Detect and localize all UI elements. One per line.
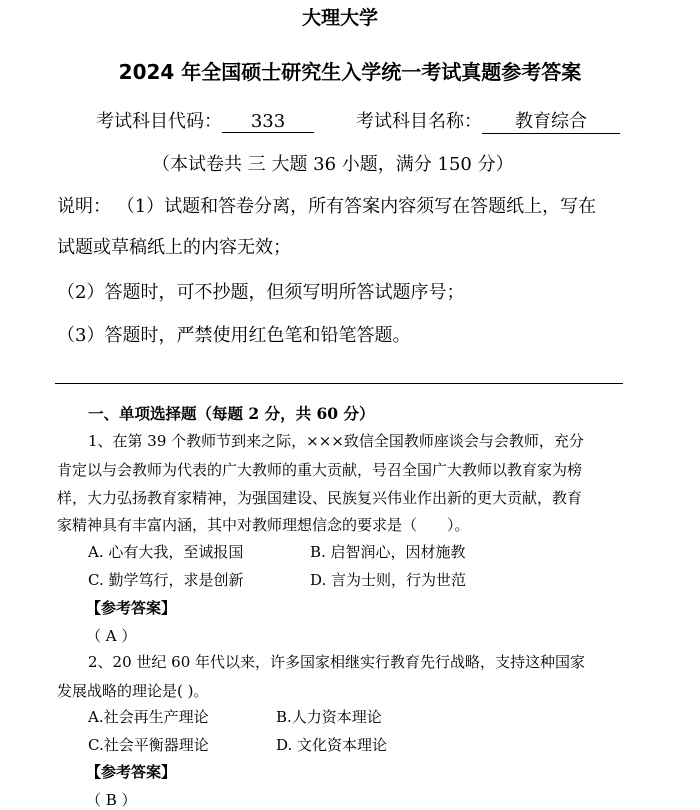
subject-code-row: 考试科目代码： 333 [96, 107, 314, 133]
section-title: 一、单项选择题（每题 2 分，共 60 分） [88, 404, 375, 423]
question-2-option-d: D. 文化资本理论 [276, 736, 388, 754]
instruction-line-1: 说明： （1）试题和答卷分离，所有答案内容须写在答题纸上，写在 [57, 196, 597, 217]
divider [55, 383, 623, 384]
question-2-option-a: A.社会再生产理论 [88, 708, 209, 726]
question-2-answer-label: 【参考答案】 [86, 763, 177, 781]
subject-name-row: 考试科目名称： 教育综合 [356, 107, 620, 134]
subject-name-label: 考试科目名称 [356, 111, 464, 132]
instruction-line-2: 试题或草稿纸上的内容无效； [57, 237, 291, 258]
subject-code-label: 考试科目代码 [96, 111, 204, 132]
instruction-line-4: （3）答题时，严禁使用红色笔和铅笔答题。 [57, 325, 411, 346]
question-2-line-2: 发展战略的理论是( )。 [57, 682, 209, 700]
subject-name-value: 教育综合 [482, 107, 620, 134]
instruction-line-3: （2）答题时，可不抄题，但须写明所答试题序号； [57, 282, 465, 303]
question-1-option-b: B. 启智润心，因材施教 [310, 543, 466, 561]
question-1-option-c: C. 勤学笃行，求是创新 [88, 571, 244, 589]
question-2-line-1: 2、20 世纪 60 年代以来，许多国家相继实行教育先行战略，支持这种国家 [88, 653, 586, 671]
question-1-line-3: 样，大力弘扬教育家精神，为强国建设、民族复兴伟业作出新的更大贡献，教育 [57, 489, 583, 507]
question-1-answer: （ A ） [86, 627, 137, 645]
university-name: 大理大学 [301, 7, 378, 29]
subject-code-value: 333 [222, 111, 314, 133]
question-1-line-4: 家精神具有丰富内涵，其中对教师理想信念的要求是（ ）。 [57, 516, 470, 534]
question-1-option-d: D. 言为士则，行为世范 [310, 571, 467, 589]
document-title: 2024 年全国硕士研究生入学统一考试真题参考答案 [118, 60, 582, 84]
question-1-option-a: A. 心有大我，至诚报国 [88, 543, 244, 561]
question-2-answer: （ B ） [86, 791, 137, 809]
question-1-line-1: 1、在第 39 个教师节到来之际，×××致信全国教师座谈会与会教师，充分 [88, 432, 584, 450]
question-2-option-b: B.人力资本理论 [276, 708, 382, 726]
question-1-answer-label: 【参考答案】 [86, 599, 177, 617]
question-1-line-2: 肯定以与会教师为代表的广大教师的重大贡献，号召全国广大教师以教育家为榜 [57, 461, 583, 479]
exam-summary: （本试卷共 三 大题 36 小题，满分 150 分） [152, 154, 514, 175]
question-2-option-c: C.社会平衡器理论 [88, 736, 209, 754]
